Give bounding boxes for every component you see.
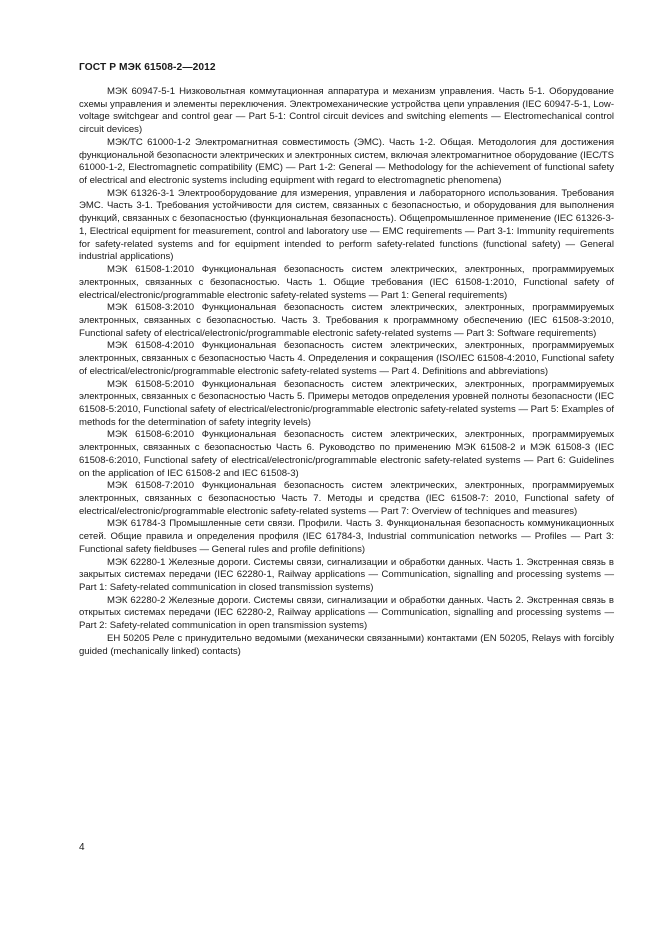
reference-item: МЭК 60947-5-1 Низковольтная коммутационная аппаратура и механизм управления. Часть 5-1. Оборудование схемы управления и элементы переключения. Электромеханические устройства цепи управления (IEC 60947-5-1, Low-voltage switchgear and control gear — Part 5-1: Control circuit devices and switching elements — Electromechanical control circuit devices) [79, 86, 614, 136]
reference-item: МЭК 61508-7:2010 Функциональная безопасность систем электрических, электронных, программируемых электронных, связанных с безопасностью Часть 7. Методы и средства (IEC 61508-7: 2010, Functional safety of electrical/electronic/programmable electronic safety-related systems — Part 7: Overview of techniques and measures) [79, 480, 614, 517]
reference-item: МЭК/ТС 61000-1-2 Электромагнитная совместимость (ЭМС). Часть 1-2. Общая. Методология для достижения функциональной безопасности электрических и электронных систем, включая электромагнитное оборудование (IEC/TS 61000-1-2, Electromagnetic compatibility (EMC) — Part 1-2: General — Methodology for the achievement of functional safety of electrical and electronic systems including equipment with regard to electromagnetic phenomena) [79, 136, 614, 187]
normative-references [79, 86, 614, 658]
reference-item: МЭК 61508-3:2010 Функциональная безопасность систем электрических, электронных, программируемых электронных, связанных с безопасностью. Часть 3. Требования к программному обеспечению (IEC 61508-3:2010, Functional safety of electrical/electronic/programmable electronic safety-related systems — Part 3: Software requirements) [79, 302, 614, 339]
reference-item: EH 50205 Реле с принудительно ведомыми (механически связанными) контактами (EN 50205, Relays with forcibly guided (mechanically linked) contacts) [79, 632, 614, 657]
reference-item: МЭК 61508-5:2010 Функциональная безопасность систем электрических, электронных, программируемых электронных, связанных с безопасностью Часть 5. Примеры методов определения уровней полноты безопасности (IEC 61508-5:2010, Functional safety of electrical/electronic/programmable electronic safety-related systems — Part 5: Examples of methods for the determination of safety integrity levels) [79, 378, 614, 428]
reference-item: МЭК 61508-6:2010 Функциональная безопасность систем электрических, электронных, программируемых электронных, связанных с безопасностью Часть 6. Руководство по применению МЭК 61508-2 и МЭК 61508-3 (IEC 61508-6:2010, Functional safety of electrical/electronic/programmable electronic safety-related systems — Part 6: Guidelines on the application of IEC 61508-2 and IEC 61508-3) [79, 429, 614, 479]
reference-item: МЭК 61508-4:2010 Функциональная безопасность систем электрических, электронных, программируемых электронных, связанных с безопасностью Часть 4. Определения и сокращения (ISO/IEC 61508-4:2010, Functional safety of electrical/electronic/programmable electronic safety-related systems — Part 4. Definitions and abbreviations) [79, 340, 614, 377]
page-number: 4 [79, 842, 85, 853]
document-header: ГОСТ Р МЭК 61508-2—2012 [79, 62, 216, 73]
reference-item: МЭК 62280-2 Железные дороги. Системы связи, сигнализации и обработки данных. Часть 2. Экстренная связь в открытых системах передачи (IEC 62280-2, Railway applications — Communication, signalling and processing systems — Part 2: Safety-related communication in open transmission systems) [79, 594, 614, 632]
reference-item: МЭК 62280-1 Железные дороги. Системы связи, сигнализации и обработки данных. Часть 1. Экстренная связь в закрытых системах передачи (IEC 62280-1, Railway applications — Communication, signalling and processing systems — Part 1: Safety-related communication in closed transmission systems) [79, 556, 614, 594]
reference-item: МЭК 61326-3-1 Электрооборудование для измерения, управления и лабораторного использования. Требования ЭМС. Часть 3-1. Требования устойчивости для систем, связанных с безопасностью, и оборудования для выполнения функций, связанных с безопасностью (функциональная безопасность). Общепромышленное применение (IEC 61326-3-1, Electrical equipment for measurement, control and laboratory use — EMC requirements — Part 3-1: Immunity requirements for safety-related systems and for equipment intended to perform safety-related functions (functional safety) — General industrial applications) [79, 187, 614, 263]
reference-item: МЭК 61508-1:2010 Функциональная безопасность систем электрических, электронных, программируемых электронных, связанных с безопасностью. Часть 1. Общие требования (IEC 61508-1:2010, Functional safety of electrical/electronic/programmable electronic safety-related systems — Part 1: General requirements) [79, 264, 614, 301]
reference-item: МЭК 61784-3 Промышленные сети связи. Профили. Часть 3. Функциональная безопасность коммуникационных сетей. Общие правила и определения профиля (IEC 61784-3, Industrial communication networks — Profiles — Part 3: Functional safety fieldbuses — General rules and profile definitions) [79, 518, 614, 555]
